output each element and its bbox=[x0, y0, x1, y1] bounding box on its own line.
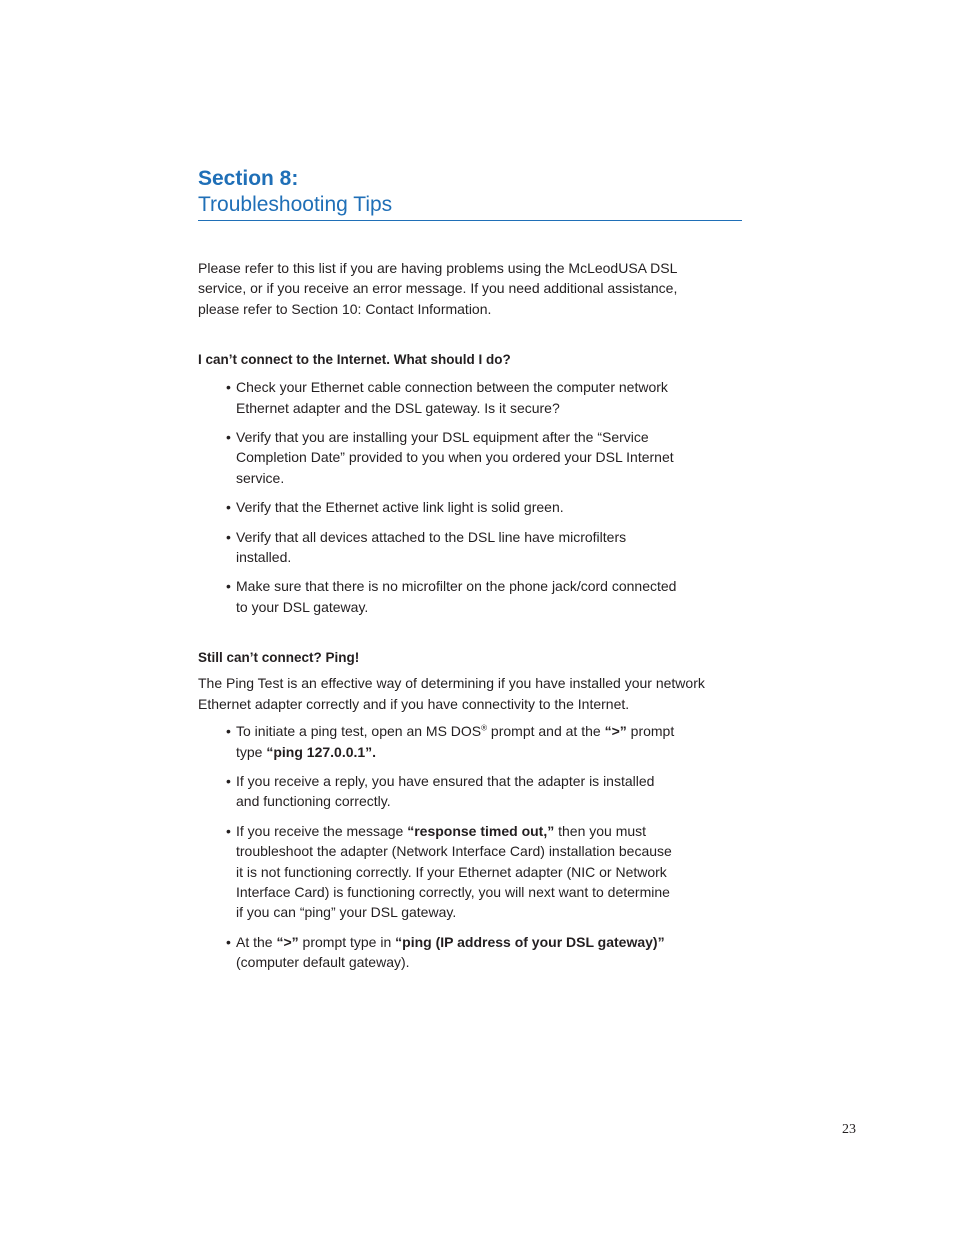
list-item-text: Verify that all devices attached to the DSL line have microfilters installed. bbox=[236, 528, 627, 566]
bullet: • bbox=[226, 933, 231, 950]
list-item-text: If you receive a reply, you have ensured that the adapter is installed and functioning correctly. bbox=[236, 772, 655, 810]
bullet: • bbox=[226, 379, 231, 396]
section-title: Troubleshooting Tips bbox=[198, 192, 742, 221]
connect-list bbox=[198, 377, 742, 617]
ping-gateway-command: “ping (IP address of your DSL gateway)” bbox=[395, 933, 665, 950]
registered-mark: ® bbox=[481, 723, 488, 733]
ping-list bbox=[198, 721, 742, 972]
ping-command: “ping 127.0.0.1”. bbox=[266, 743, 377, 760]
ping-intro: The Ping Test is an effective way of determining if you have installed your network Ethernet adapter correctly and if you have connectivity to the Internet. bbox=[198, 675, 705, 712]
ping-item1-d: prompt type bbox=[236, 723, 675, 760]
ping-item4-a: At the bbox=[236, 933, 277, 950]
ping-item1-b: prompt and at the bbox=[487, 723, 605, 740]
bullet: • bbox=[226, 528, 231, 545]
page-number: 23 bbox=[842, 1122, 856, 1137]
list-item bbox=[198, 576, 680, 617]
bullet: • bbox=[226, 723, 231, 740]
response-message: “response timed out,” bbox=[407, 822, 555, 839]
bullet: • bbox=[226, 772, 231, 789]
list-item bbox=[198, 427, 680, 488]
list-item bbox=[198, 527, 680, 568]
bullet: • bbox=[226, 822, 231, 839]
list-item-text: Check your Ethernet cable connection between the computer network Ethernet adapter and the DSL gateway. Is it secure? bbox=[236, 379, 668, 416]
list-item-text: Verify that the Ethernet active link light is solid green. bbox=[236, 499, 564, 516]
ping-item1-a: To initiate a ping test, open an MS DOS bbox=[236, 723, 482, 740]
list-item bbox=[198, 821, 680, 923]
page-content bbox=[198, 166, 742, 982]
ping-item4-e: (computer default gateway). bbox=[236, 954, 410, 971]
list-item-text: Make sure that there is no microfilter on the phone jack/cord connected to your DSL gateway. bbox=[236, 578, 677, 615]
ping-item3-c: then you must troubleshoot the adapter (Network Interface Card) installation because it is not functioning correctly. If your Ethernet adapter (NIC or Network Interface Card) is functioning correctly, you will next want to determine if you can “ping” your DSL gateway. bbox=[236, 822, 672, 921]
list-item bbox=[198, 377, 680, 418]
intro-paragraph: Please refer to this list if you are having problems using the McLeodUSA DSL service, or if you receive an error message. If you need additional assistance, please refer to Section 10: Contact Information. bbox=[198, 260, 678, 317]
prompt-symbol: “>” bbox=[276, 933, 299, 950]
list-item bbox=[198, 497, 680, 517]
list-item-text: Verify that you are installing your DSL equipment after the “Service Completion Date” provided to you when you ordered your DSL Internet service. bbox=[236, 429, 674, 486]
list-item bbox=[198, 932, 680, 973]
connect-heading: I can’t connect to the Internet. What should I do? bbox=[198, 352, 511, 368]
ping-item4-c: prompt type in bbox=[298, 933, 396, 950]
ping-heading: Still can’t connect? Ping! bbox=[198, 650, 360, 666]
list-item bbox=[198, 771, 680, 812]
section-number: Section 8: bbox=[198, 167, 299, 190]
bullet: • bbox=[226, 429, 231, 446]
ping-item3-a: If you receive the message bbox=[236, 822, 408, 839]
bullet: • bbox=[226, 499, 231, 516]
prompt-symbol: “>” bbox=[604, 723, 627, 740]
list-item bbox=[198, 721, 680, 762]
bullet: • bbox=[226, 578, 231, 595]
